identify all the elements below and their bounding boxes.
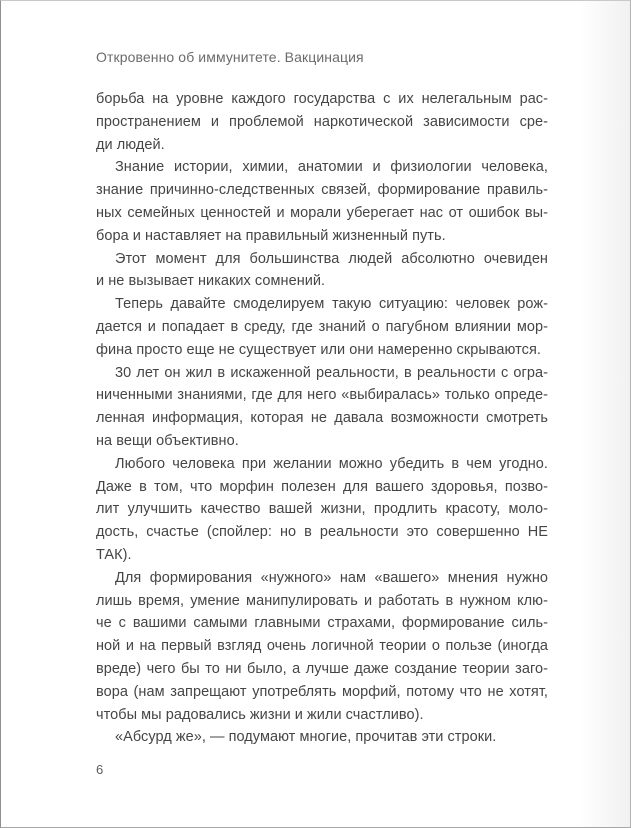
text-line: Даже в том, что морфин полезен для вашего здоровья, позво-	[96, 478, 548, 495]
running-header: Откровенно об иммунитете. Вакцинация	[96, 49, 364, 65]
text-line: Этот момент для большинства людей абсолютно очевиден	[115, 250, 548, 267]
paragraph	[96, 567, 548, 727]
text-line: дается и попадает в среду, где знаний о пагубном влиянии мор-	[96, 318, 548, 335]
paragraph	[96, 362, 548, 453]
paragraph	[96, 248, 548, 294]
text-line: ниченными знаниями, где для него «выбиралась» только опреде-	[96, 387, 548, 404]
paragraph	[96, 293, 548, 361]
paragraph	[96, 156, 548, 247]
text-line: лит улучшить качество вашей жизни, продлить красоту, моло-	[96, 501, 548, 518]
paragraph	[96, 453, 548, 567]
text-line: че с вашими самыми главными страхами, формирование силь-	[96, 615, 548, 632]
paragraph	[96, 88, 548, 156]
text-line: на вещи объективно.	[96, 432, 239, 449]
text-line: вора (нам запрещают употреблять морфий, потому что не хотят,	[96, 683, 548, 700]
text-line: бора и наставляет на правильный жизненный путь.	[96, 227, 446, 244]
text-line: борьба на уровне каждого государства с их нелегальным рас-	[96, 91, 548, 107]
paragraph	[96, 726, 548, 749]
text-line: «Абсурд же», — подумают многие, прочитав эти строки.	[115, 729, 497, 746]
text-line: вреде) чего бы то ни было, а лучше даже создание теории заго-	[96, 660, 548, 677]
text-line: лишь время, умение манипулировать и работать в нужном клю-	[96, 592, 548, 609]
text-line: дость, счастье (спойлер: но в реальности это совершенно НЕ	[96, 524, 548, 541]
text-line: пространением и проблемой наркотической зависимости сре-	[96, 113, 548, 130]
text-line: Любого человека при желании можно убедить в чем угодно.	[115, 455, 548, 472]
text-line: знание причинно-следственных связей, формирование правиль-	[96, 182, 548, 199]
body-text	[96, 88, 548, 749]
text-line: чтобы мы радовались жизни и жили счастливо).	[96, 706, 424, 723]
text-line: Знание истории, химии, анатомии и физиологии человека,	[115, 159, 548, 176]
text-line: ТАК).	[96, 546, 132, 563]
text-line: ных семейных ценностей и морали уберегает нас от ошибок вы-	[96, 204, 548, 221]
text-line: ленная информация, которая не давала возможности смотреть	[96, 410, 548, 427]
text-line: 30 лет он жил в искаженной реальности, в реальности с огра-	[115, 364, 548, 381]
text-line: фина просто еще не существует или они намеренно скрываются.	[96, 341, 541, 358]
text-line: и не вызывает никаких сомнений.	[96, 273, 326, 290]
text-line: ной и на первый взгляд очень логичной теории о пользе (иногда	[96, 638, 548, 655]
text-line: Теперь давайте смоделируем такую ситуацию: человек рож-	[115, 296, 548, 313]
text-line: Для формирования «нужного» нам «вашего» мнения нужно	[115, 569, 548, 586]
page-number: 6	[96, 762, 104, 777]
text-line: ди людей.	[96, 136, 165, 153]
